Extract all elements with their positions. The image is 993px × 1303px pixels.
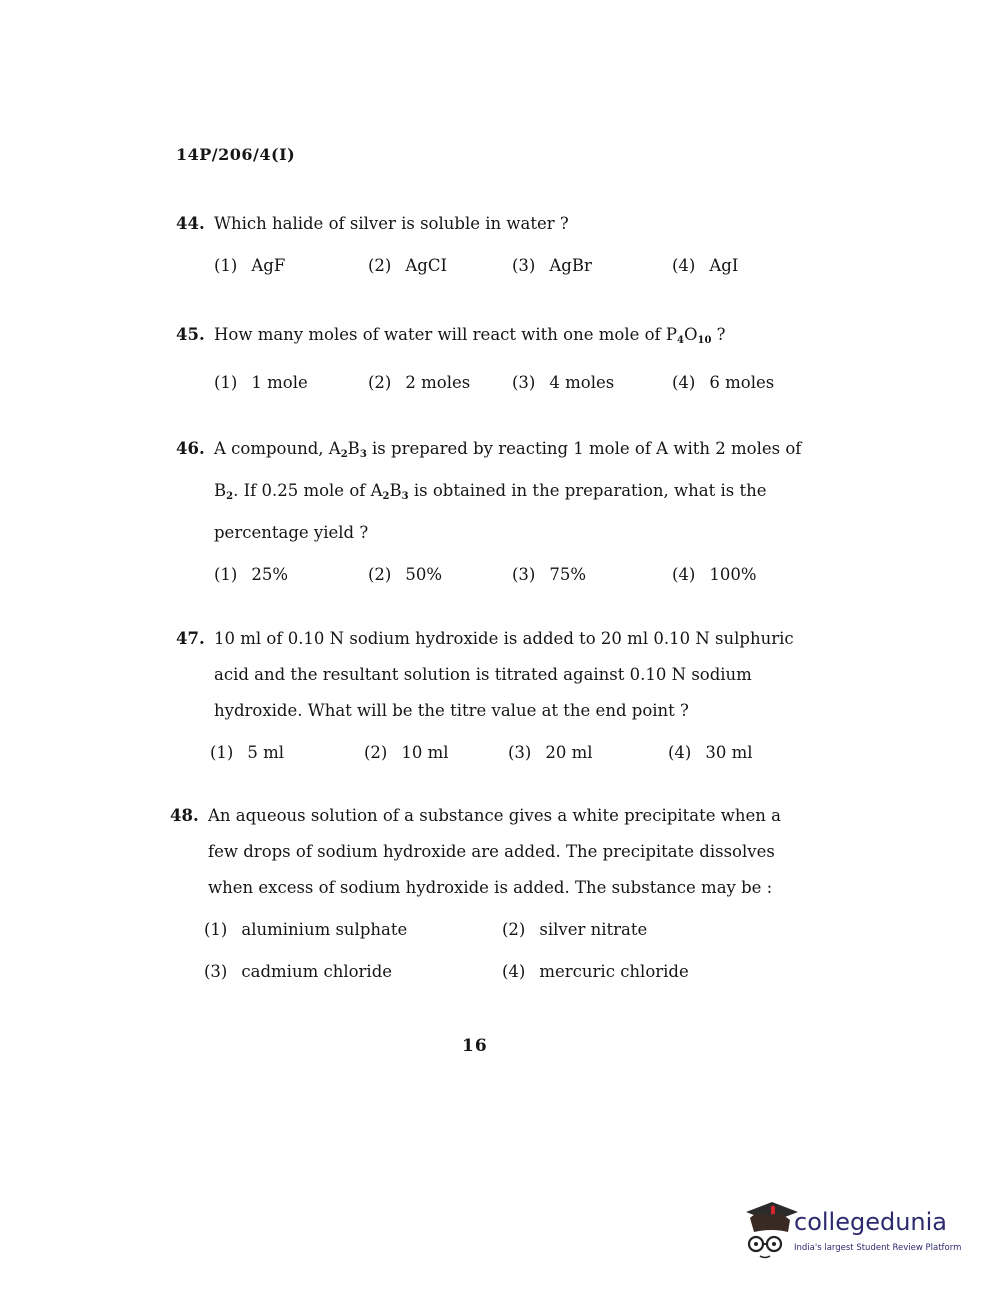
question-45 bbox=[176, 317, 816, 401]
options-row-2 bbox=[170, 954, 820, 990]
question-text-line-3: hydroxide. What will be the titre value at the end point ? bbox=[214, 701, 689, 720]
question-47 bbox=[176, 621, 816, 771]
question-number: 48. bbox=[170, 806, 199, 825]
question-text-line-3: when excess of sodium hydroxide is added. The substance may be : bbox=[208, 878, 773, 897]
paper-code: 14P/206/4(I) bbox=[176, 145, 296, 164]
question-number: 47. bbox=[176, 629, 205, 648]
question-number: 46. bbox=[176, 439, 205, 458]
question-text-line-2: $B_2$. If 0.25 mole of $A_2B_3$ is obtained in the preparation, what is the bbox=[214, 481, 767, 502]
option-4: (4) 6 moles bbox=[672, 373, 775, 392]
option-1: (1) aluminium sulphate bbox=[204, 920, 408, 939]
options bbox=[176, 248, 816, 284]
option-4: (4) AgI bbox=[672, 256, 739, 275]
option-2: (2) 2 moles bbox=[368, 373, 471, 392]
options bbox=[176, 735, 816, 771]
question-48 bbox=[170, 798, 820, 990]
option-1: (1) 5 ml bbox=[210, 743, 285, 762]
question-number: 44. bbox=[176, 214, 205, 233]
option-3: (3) 75% bbox=[512, 565, 587, 584]
options bbox=[176, 365, 816, 401]
options-row-1 bbox=[170, 912, 820, 948]
question-44 bbox=[176, 206, 816, 284]
option-1: (1) AgF bbox=[214, 256, 286, 275]
question-text-line-1: 10 ml of 0.10 N sodium hydroxide is added to 20 ml 0.10 N sulphuric bbox=[214, 629, 794, 648]
question-text: How many moles of water will react with one mole of $P_4O_{10}$ ? bbox=[214, 325, 726, 346]
option-3: (3) 20 ml bbox=[508, 743, 593, 762]
logo-wordmark: collegedunia bbox=[794, 1208, 948, 1236]
question-text-line-1: An aqueous solution of a substance gives a white precipitate when a bbox=[208, 806, 781, 825]
option-3: (3) 4 moles bbox=[512, 373, 615, 392]
question-text-line-3: percentage yield ? bbox=[214, 523, 369, 542]
question-46 bbox=[176, 431, 816, 593]
option-2: (2) 50% bbox=[368, 565, 443, 584]
option-1: (1) 1 mole bbox=[214, 373, 308, 392]
logo-tagline: India's largest Student Review Platform bbox=[794, 1243, 962, 1253]
option-2: (2) silver nitrate bbox=[502, 920, 648, 939]
question-text-line-1: A compound, $A_2B_3$ is prepared by reacting 1 mole of A with 2 moles of bbox=[214, 439, 802, 460]
option-1: (1) 25% bbox=[214, 565, 289, 584]
question-number: 45. bbox=[176, 325, 205, 344]
question-text-line-2: few drops of sodium hydroxide are added. The precipitate dissolves bbox=[208, 842, 775, 861]
page-number: 16 bbox=[462, 1036, 488, 1056]
option-3: (3) AgBr bbox=[512, 256, 592, 275]
option-4: (4) mercuric chloride bbox=[502, 962, 689, 981]
option-2: (2) AgCI bbox=[368, 256, 447, 275]
question-text: Which halide of silver is soluble in water ? bbox=[214, 214, 569, 233]
option-2: (2) 10 ml bbox=[364, 743, 449, 762]
question-text-line-2: acid and the resultant solution is titrated against 0.10 N sodium bbox=[214, 665, 752, 684]
option-3: (3) cadmium chloride bbox=[204, 962, 393, 981]
options bbox=[176, 557, 816, 593]
option-4: (4) 30 ml bbox=[668, 743, 753, 762]
option-4: (4) 100% bbox=[672, 565, 757, 584]
